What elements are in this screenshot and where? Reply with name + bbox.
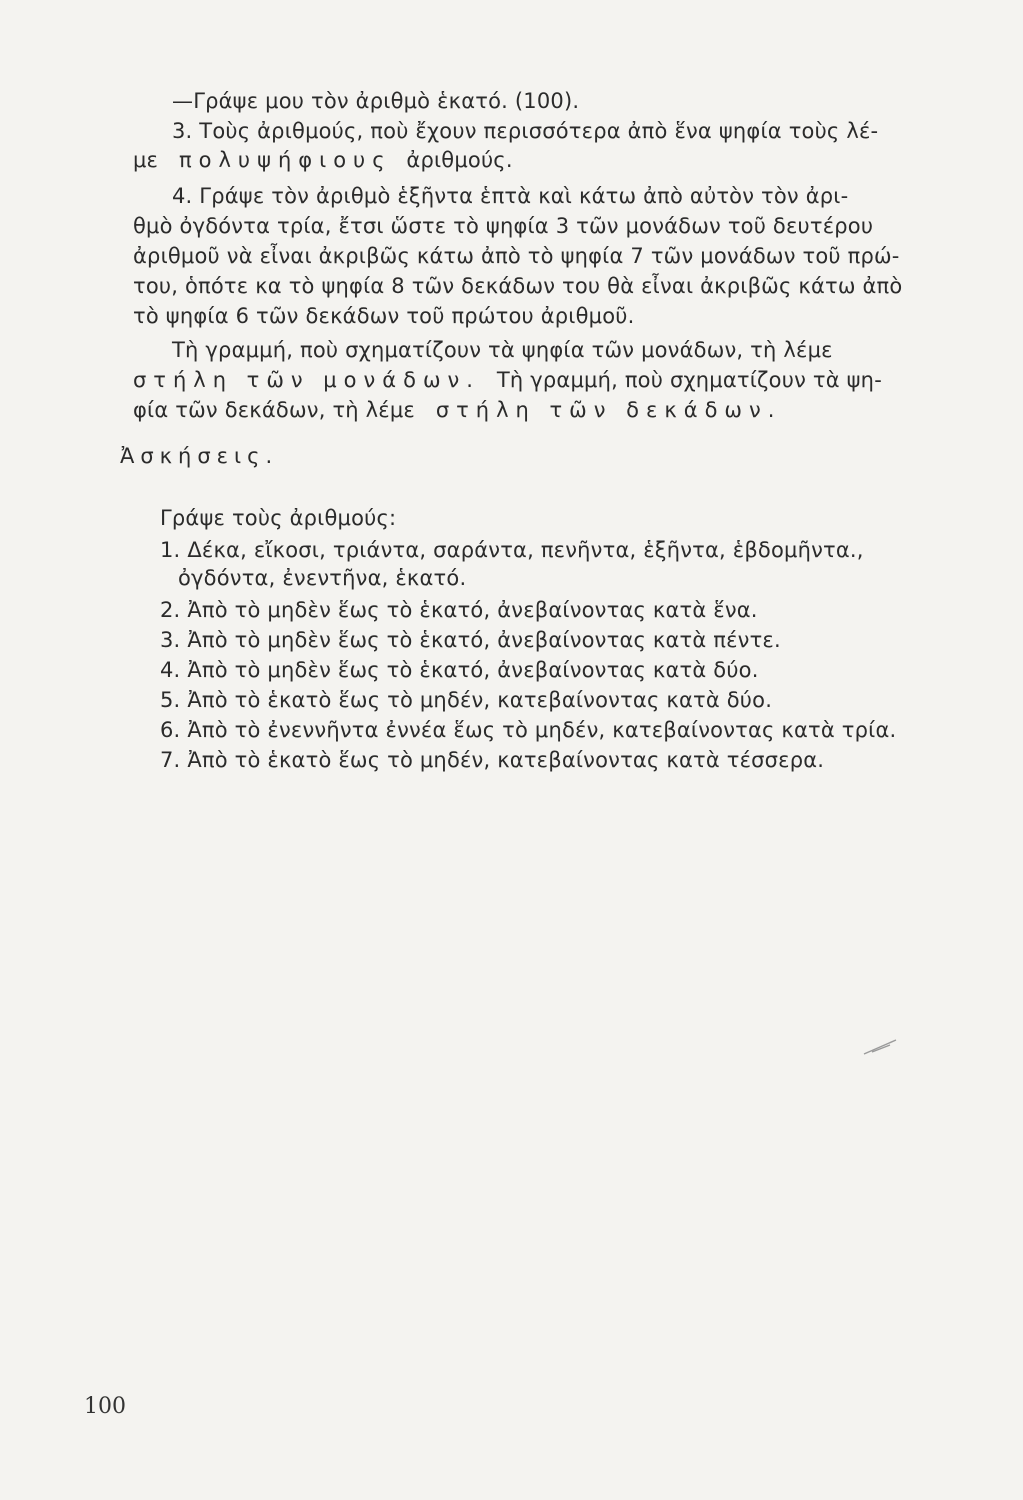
exercise-number: 3. xyxy=(160,628,181,652)
exercise-1-continuation: ὀγδόντα, ἐνεντῆνα, ἑκατό. xyxy=(178,566,467,590)
paragraph-5-line-1: Τὴ γραμμή, ποὺ σχηματίζουν τὰ ψηφία τῶν μονάδων, τὴ λέμε xyxy=(172,338,833,362)
pencil-mark xyxy=(862,1036,900,1058)
term-stili-dekadon: στήλη τῶν δεκάδων. xyxy=(435,398,782,422)
exercise-number: 4. xyxy=(160,658,181,682)
paragraph-3-line-2 xyxy=(133,147,513,173)
exercise-number: 6. xyxy=(160,718,181,742)
page-number: 100 xyxy=(84,1394,126,1419)
exercise-3 xyxy=(160,627,781,653)
exercise-number: 2. xyxy=(160,598,181,622)
intro-line: —Γράψε μου τὸν ἀριθμὸ ἑκατό. (100). xyxy=(172,89,580,113)
term-stili-monadon: στήλη τῶν μονάδων. xyxy=(133,368,480,392)
paragraph-4-line-5: τὸ ψηφία 6 τῶν δεκάδων τοῦ πρώτου ἀριθμοῦ. xyxy=(133,304,635,328)
paragraph-4-line-1: 4. Γράψε τὸν ἀριθμὸ ἑξῆντα ἑπτὰ καὶ κάτω ἀπὸ αὐτὸν τὸν ἀρι- xyxy=(172,184,849,208)
exercise-2 xyxy=(160,597,758,623)
paragraph-3-line-1: 3. Τοὺς ἀριθμούς, ποὺ ἔχουν περισσότερα ἀπὸ ἕνα ψηφία τοὺς λέ- xyxy=(172,119,879,143)
paragraph-5-line-3-start: φία τῶν δεκάδων, τὴ λέμε xyxy=(133,398,415,422)
exercise-6 xyxy=(160,717,896,743)
exercise-1 xyxy=(160,537,864,563)
exercise-text: Ἀπὸ τὸ μηδὲν ἕως τὸ ἑκατό, ἀνεβαίνοντας κατὰ πέντε. xyxy=(187,628,781,652)
exercise-text: Ἀπὸ τὸ ἐνεννῆντα ἐννέα ἕως τὸ μηδέν, κατεβαίνοντας κατὰ τρία. xyxy=(187,718,897,742)
exercise-4 xyxy=(160,657,759,683)
exercise-5 xyxy=(160,687,772,713)
exercise-text: Δέκα, εἴκοσι, τριάντα, σαράντα, πενῆντα, ἑξῆντα, ἑβδομῆντα., xyxy=(187,538,864,562)
exercise-text: Ἀπὸ τὸ ἑκατὸ ἕως τὸ μηδέν, κατεβαίνοντας κατὰ τέσσερα. xyxy=(187,748,825,772)
exercises-heading: Ἀσκήσεις. xyxy=(120,444,279,468)
exercise-number: 7. xyxy=(160,748,181,772)
term-polypsifioi: πολυψήφιους xyxy=(179,148,392,172)
exercise-text: Ἀπὸ τὸ μηδὲν ἕως τὸ ἑκατό, ἀνεβαίνοντας κατὰ δύο. xyxy=(187,658,759,682)
paragraph-5-line-3 xyxy=(133,397,781,423)
exercise-text: Ἀπὸ τὸ μηδὲν ἕως τὸ ἑκατό, ἀνεβαίνοντας κατὰ ἕνα. xyxy=(187,598,758,622)
paragraph-4-line-3: ἀριθμοῦ νὰ εἶναι ἀκριβῶς κάτω ἀπὸ τὸ ψηφία 7 τῶν μονάδων τοῦ πρώ- xyxy=(133,244,900,268)
exercise-text: Ἀπὸ τὸ ἑκατὸ ἕως τὸ μηδέν, κατεβαίνοντας κατὰ δύο. xyxy=(187,688,773,712)
exercise-number: 1. xyxy=(160,538,181,562)
paragraph-5-line-2 xyxy=(133,367,882,393)
paragraph-3-start: με xyxy=(133,148,159,172)
paragraph-4-line-2: θμὸ ὀγδόντα τρία, ἔτσι ὥστε τὸ ψηφία 3 τῶν μονάδων τοῦ δευτέρου xyxy=(133,214,874,238)
exercise-number: 5. xyxy=(160,688,181,712)
paragraph-4-line-4: του, ὁπότε κα τὸ ψηφία 8 τῶν δεκάδων του θὰ εἶναι ἀκριβῶς κάτω ἀπὸ xyxy=(133,274,903,298)
paragraph-5-line-2-end: Τὴ γραμμή, ποὺ σχηματίζουν τὰ ψη- xyxy=(496,368,882,392)
paragraph-3-end: ἀριθμούς. xyxy=(406,148,513,172)
exercises-intro: Γράψε τοὺς ἀριθμούς: xyxy=(160,506,397,530)
exercise-7 xyxy=(160,747,824,773)
